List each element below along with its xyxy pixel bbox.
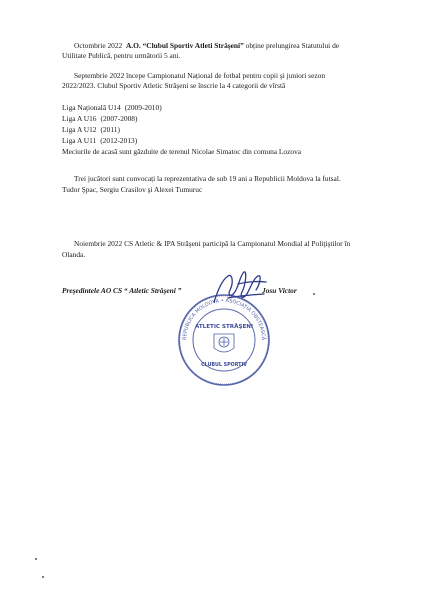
signatory-title: Preşedintele AO CS “ Atletic Străşeni ” [62, 286, 182, 295]
paragraph-1-text: obține prelungirea Statutului de [245, 41, 340, 50]
paper-speck [42, 576, 44, 578]
category-item [62, 114, 137, 124]
paragraph-1-date: Octombrie 2022 [74, 41, 123, 50]
category-item [62, 136, 137, 146]
paragraph-5-line-2: Olanda. [62, 250, 86, 259]
organization-name: A.O. “Clubul Sportiv Atleti Străşeni” [125, 41, 244, 50]
stamp-ring-text: REPUBLICA MOLDOVA • ASOCIAȚIA OBSTEASCĂ [181, 297, 267, 341]
stamp-emblem-icon [214, 334, 234, 352]
paragraph-2-line-1: Septembrie 2022 începe Campionatul Național de fotbal pentru copii şi juniori sezon [74, 71, 326, 80]
paragraph-5-line-1: Noiembrie 2022 CS Atletic & IPA Străşeni participă la Campionatul Mondial al Poliţiştilor în [74, 239, 351, 248]
category-item [62, 103, 162, 113]
paper-speck [313, 293, 315, 295]
paragraph-2-line-2: 2022/2023. Clubul Sportiv Atletic Străşeni se înscrie la 4 categorii de vîrstă [62, 81, 286, 90]
category-league: Liga A U16 [62, 114, 97, 123]
stamp-center-text: ATLETIC STRĂŞENI [194, 324, 254, 330]
paragraph-1-line-2: Utilitate Publică, pentru următorii 5 ani. [62, 51, 181, 60]
paper-speck [35, 558, 37, 560]
paragraph-4-line-2: Tudor Şpac, Sergiu Crasilov şi Alexei Tumuruc [62, 185, 203, 194]
category-league: Liga A U12 [62, 125, 97, 134]
paragraph-3: Meciurile de acasă sunt găzduite de terenul Nicolae Simatoc din comuna Lozova [62, 147, 302, 156]
category-years: (2009-2010) [124, 103, 162, 112]
category-item [62, 125, 120, 135]
category-years: (2012-2013) [100, 136, 138, 145]
category-years: (2007-2008) [100, 114, 138, 123]
category-league: Liga A U11 [62, 136, 97, 145]
stamp-bottom-text: CLUBUL SPORTIV [201, 363, 247, 368]
handwritten-signature [208, 262, 272, 310]
paragraph-4-line-1: Trei jucători sunt convocați la reprezentativa de sub 19 ani a Republicii Moldova la futsal. [74, 174, 341, 183]
signatory-name: Josu Victor [262, 286, 297, 295]
category-league: Liga Națională U14 [62, 103, 121, 112]
category-years: (2011) [100, 125, 120, 134]
paragraph-1-line-1 [74, 41, 339, 51]
